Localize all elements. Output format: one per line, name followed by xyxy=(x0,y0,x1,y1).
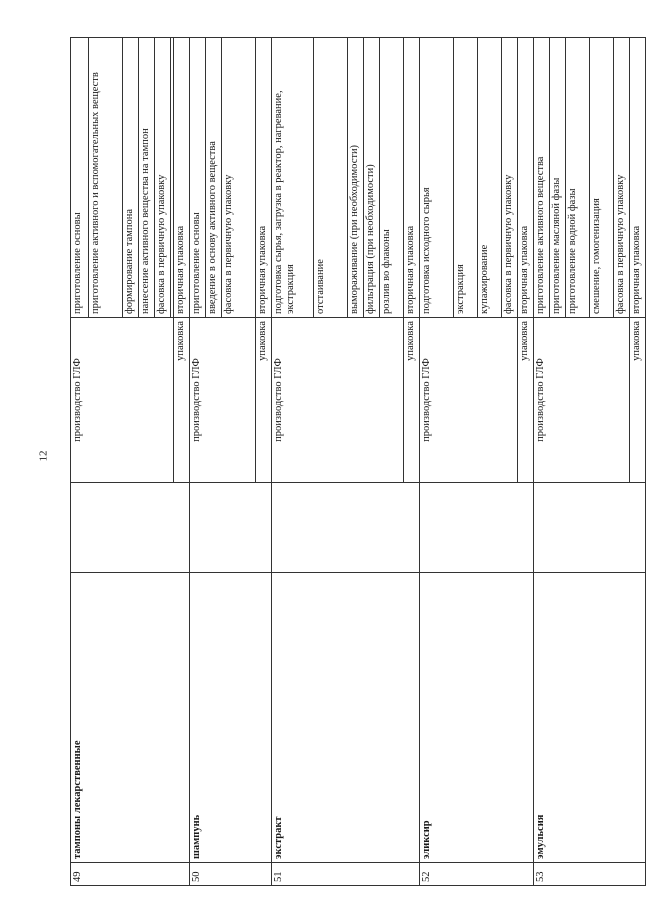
operation: нанесение активного вещества на тампон xyxy=(139,38,155,318)
operation: вымораживание (при необходимости) xyxy=(348,38,364,318)
operation: приготовление основы xyxy=(71,38,89,318)
stage-production: производство ГЛФ xyxy=(190,318,256,483)
operation: вторичная упаковка xyxy=(518,38,534,318)
dosage-form-name: шампунь xyxy=(190,573,272,863)
operation: купажирование xyxy=(478,38,502,318)
operation: смешение, гомогенизация xyxy=(590,38,614,318)
stage-packaging: упаковка xyxy=(630,318,646,483)
operation: вторичная упаковка xyxy=(256,38,272,318)
row-number: 51 xyxy=(272,863,420,886)
operation: вторичная упаковка xyxy=(630,38,646,318)
operation: фасовка в первичную упаковку xyxy=(155,38,171,318)
operation: введение в основу активного вещества xyxy=(206,38,222,318)
row-number: 53 xyxy=(534,863,646,886)
stage-packaging: упаковка xyxy=(518,318,534,483)
operation: приготовление активного вещества xyxy=(534,38,550,318)
table-row xyxy=(71,38,89,886)
row-number: 49 xyxy=(71,863,190,886)
operation: фасовка в первичную упаковку xyxy=(222,38,256,318)
operation: фасовка в первичную упаковку xyxy=(614,38,630,318)
operation: приготовление водной фазы xyxy=(566,38,590,318)
operation: подготовка сырья, загрузка в реактор, нагревание, экстракция xyxy=(272,38,314,318)
operation: фильтрация (при необходимости) xyxy=(364,38,380,318)
operation: приготовление масляной фазы xyxy=(550,38,566,318)
empty-cell xyxy=(190,483,272,573)
operation: приготовление основы xyxy=(190,38,206,318)
operation: вторичная упаковка xyxy=(404,38,420,318)
row-number: 52 xyxy=(420,863,534,886)
page-number: 12 xyxy=(37,450,50,462)
stage-production: производство ГЛФ xyxy=(534,318,630,483)
dosage-form-name: экстракт xyxy=(272,573,420,863)
operation: отстаивание xyxy=(314,38,348,318)
operation: приготовление активного и вспомогательных веществ xyxy=(89,38,123,318)
stage-packaging: упаковка xyxy=(256,318,272,483)
table-row xyxy=(534,38,550,886)
stage-production: производство ГЛФ xyxy=(71,318,174,483)
empty-cell xyxy=(420,483,534,573)
row-number: 50 xyxy=(190,863,272,886)
table-row xyxy=(272,38,314,886)
stage-packaging: упаковка xyxy=(404,318,420,483)
empty-cell xyxy=(71,483,190,573)
operation: формирование тампона xyxy=(123,38,139,318)
stage-production: производство ГЛФ xyxy=(272,318,404,483)
operation: вторичная упаковка xyxy=(174,38,190,318)
rotated-page xyxy=(70,38,642,886)
stage-production: производство ГЛФ xyxy=(420,318,518,483)
table-row xyxy=(420,38,454,886)
operation: подготовка исходного сырья xyxy=(420,38,454,318)
dosage-form-name: эликсир xyxy=(420,573,534,863)
empty-cell xyxy=(272,483,420,573)
operation: фасовка в первичную упаковку xyxy=(502,38,518,318)
operation: экстракция xyxy=(454,38,478,318)
operation: розлив во флаконы xyxy=(380,38,404,318)
table-row xyxy=(190,38,206,886)
stage-packaging: упаковка xyxy=(174,318,190,483)
dosage-form-name: тампоны лекарственные xyxy=(71,573,190,863)
empty-cell xyxy=(534,483,646,573)
registry-table xyxy=(70,37,646,886)
dosage-form-name: эмульсия xyxy=(534,573,646,863)
